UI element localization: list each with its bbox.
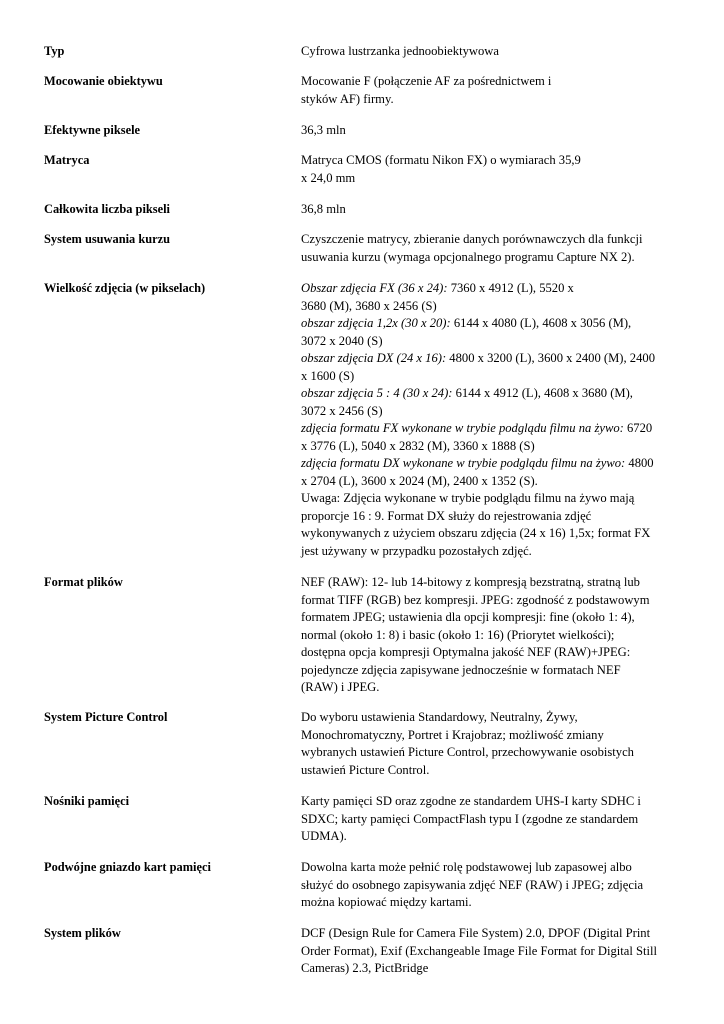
- spec-value-line: [301, 170, 681, 188]
- spec-value: [301, 574, 681, 697]
- spec-value-text: proporcje 16 : 9. Format DX służy do rejestrowania zdjęć: [301, 508, 592, 523]
- spec-value-text: pojedyncze zdjęcia zapisywane jednocześnie w formatach NEF: [301, 662, 621, 677]
- spec-value-text: SDXC; karty pamięci CompactFlash typu I (zgodne ze standardem: [301, 811, 639, 826]
- spec-value-line: [301, 333, 681, 351]
- spec-row: [44, 859, 681, 912]
- spec-value-line: [301, 438, 681, 456]
- spec-row: [44, 280, 681, 560]
- spec-label: System usuwania kurzu: [44, 232, 170, 246]
- spec-value: [301, 201, 681, 219]
- spec-value-text: wybranych ustawień Picture Control, przechowywanie osobistych: [301, 745, 634, 759]
- spec-value-line: [301, 122, 681, 140]
- spec-value-text: x 24,0 mm: [301, 170, 356, 185]
- spec-value-text: normal (około 1: 8) i basic (około 1: 16) (Priorytet wielkości);: [301, 627, 615, 642]
- spec-row: [44, 43, 681, 61]
- spec-value-line: [301, 91, 681, 109]
- spec-row: [44, 152, 681, 187]
- spec-value-line: [301, 793, 681, 811]
- spec-value-line: [301, 762, 681, 780]
- spec-value-text: Cyfrowa lustrzanka jednoobiektywowa: [301, 44, 499, 58]
- spec-value-text: Monochromatyczny, Portret i Krajobraz; możliwość zmiany: [301, 727, 604, 742]
- spec-value-line: [301, 280, 681, 298]
- spec-label: Nośniki pamięci: [44, 794, 130, 808]
- spec-label: System plików: [44, 926, 121, 940]
- spec-label: Matryca: [44, 153, 90, 167]
- spec-value: [301, 925, 681, 978]
- spec-value-line: [301, 298, 681, 316]
- spec-value-italic-text: obszar zdjęcia 5 : 4 (30 x 24):: [301, 386, 453, 400]
- spec-row: [44, 925, 681, 978]
- spec-row: [44, 793, 681, 846]
- spec-value: [301, 859, 681, 912]
- spec-value-line: [301, 152, 681, 170]
- spec-value-italic-text: zdjęcia formatu DX wykonane w trybie podglądu filmu na żywo:: [301, 456, 626, 470]
- spec-label: Typ: [44, 44, 65, 58]
- spec-value-text: 4800 x 3200 (L), 3600 x 2400 (M), 2400: [446, 351, 655, 365]
- spec-value-line: [301, 679, 681, 697]
- spec-value-italic-text: Obszar zdjęcia FX (36 x 24):: [301, 281, 448, 295]
- spec-value-line: [301, 627, 681, 645]
- spec-value-text: Uwaga: Zdjęcia wykonane w trybie podglądu filmu na żywo mają: [301, 491, 635, 505]
- spec-value-text: x 2704 (L), 3600 x 2024 (M), 2400 x 1352 (S).: [301, 473, 538, 488]
- spec-value-text: 6144 x 4912 (L), 4608 x 3680 (M),: [452, 386, 633, 400]
- spec-value-text: 6720: [623, 421, 653, 435]
- spec-label: Całkowita liczba pikseli: [44, 202, 170, 216]
- spec-value-line: [301, 709, 681, 727]
- spec-value-line: [301, 859, 681, 877]
- spec-value-text: Matryca CMOS (formatu Nikon FX) o wymiarach 35,9: [301, 153, 581, 167]
- spec-value-line: [301, 662, 681, 680]
- spec-value-line: [301, 350, 681, 368]
- spec-value-text: ustawień Picture Control.: [301, 762, 430, 777]
- spec-value-line: [301, 508, 681, 526]
- spec-value-text: DCF (Design Rule for Camera File System) 2.0, DPOF (Digital Print: [301, 926, 651, 940]
- spec-value-italic-text: zdjęcia formatu FX wykonane w trybie podglądu filmu na żywo:: [301, 421, 624, 435]
- spec-value-line: [301, 943, 681, 961]
- spec-value-text: NEF (RAW): 12- lub 14-bitowy z kompresją bezstratną, stratną lub: [301, 575, 640, 589]
- spec-value-text: wykonywanych z użyciem obszaru zdjęcia (24 x 16) 1,5x; format FX: [301, 526, 651, 540]
- spec-value-italic-text: obszar zdjęcia 1,2x (30 x 20):: [301, 316, 451, 330]
- spec-value-line: [301, 315, 681, 333]
- spec-value-line: [301, 960, 681, 978]
- spec-value-text: styków AF) firmy.: [301, 91, 394, 106]
- spec-value-line: [301, 925, 681, 943]
- spec-value-line: [301, 231, 681, 249]
- spec-row: [44, 122, 681, 140]
- spec-value-text: UDMA).: [301, 829, 347, 843]
- spec-row: [44, 201, 681, 219]
- spec-value: [301, 280, 681, 560]
- spec-value-text: Cameras) 2.3, PictBridge: [301, 961, 429, 975]
- spec-value-line: [301, 403, 681, 421]
- spec-value: [301, 793, 681, 846]
- spec-value-line: [301, 811, 681, 829]
- spec-value-text: 3072 x 2456 (S): [301, 403, 383, 418]
- spec-row: [44, 73, 681, 108]
- spec-value-text: format TIFF (RGB) bez kompresji. JPEG: zgodność z podstawowym: [301, 592, 650, 607]
- spec-value-text: jest używany w przypadku pozostałych zdjęć.: [301, 543, 532, 558]
- spec-value-text: 3680 (M), 3680 x 2456 (S): [301, 298, 437, 313]
- spec-value-text: Dowolna karta może pełnić rolę podstawowej lub zapasowej albo: [301, 860, 632, 874]
- spec-value-text: formatem JPEG; ustawienia dla opcji kompresji: fine (około 1: 4),: [301, 610, 635, 624]
- spec-value-text: służyć do osobnego zapisywania zdjęć NEF (RAW) i JPEG; zdjęcia: [301, 877, 644, 892]
- spec-value: [301, 122, 681, 140]
- spec-value-line: [301, 894, 681, 912]
- spec-label: Mocowanie obiektywu: [44, 74, 163, 88]
- spec-value-text: (RAW) i JPEG.: [301, 680, 380, 694]
- spec-value-line: [301, 368, 681, 386]
- spec-value: [301, 152, 681, 187]
- spec-value-line: [301, 644, 681, 662]
- spec-label: Podwójne gniazdo kart pamięci: [44, 860, 211, 874]
- spec-value-text: dostępna opcja kompresji Optymalna jakość NEF (RAW)+JPEG:: [301, 645, 631, 659]
- spec-value-line: [301, 455, 681, 473]
- spec-row: [44, 231, 681, 266]
- spec-value-text: 4800: [625, 456, 654, 470]
- spec-value: [301, 73, 681, 108]
- spec-value-text: Czyszczenie matrycy, zbieranie danych porównawczych dla funkcji: [301, 232, 643, 246]
- spec-value-line: [301, 43, 681, 61]
- spec-value-text: 36,8 mln: [301, 202, 346, 216]
- spec-value-line: [301, 490, 681, 508]
- spec-value-line: [301, 744, 681, 762]
- spec-value-text: usuwania kurzu (wymaga opcjonalnego programu Capture NX 2).: [301, 249, 635, 264]
- spec-value: [301, 231, 681, 266]
- spec-value: [301, 43, 681, 61]
- spec-value-text: Mocowanie F (połączenie AF za pośrednictwem i: [301, 74, 552, 88]
- spec-value-line: [301, 574, 681, 592]
- spec-label: System Picture Control: [44, 710, 168, 724]
- spec-value-line: [301, 828, 681, 846]
- spec-value-line: [301, 73, 681, 91]
- spec-value-text: można kopiować między kartami.: [301, 895, 472, 909]
- spec-label: Format plików: [44, 575, 123, 589]
- spec-value-line: [301, 727, 681, 745]
- spec-value-text: Do wyboru ustawienia Standardowy, Neutralny, Żywy,: [301, 710, 578, 724]
- spec-value-text: 7360 x 4912 (L), 5520 x: [447, 281, 574, 295]
- spec-value-line: [301, 543, 681, 561]
- spec-label: Wielkość zdjęcia (w pikselach): [44, 281, 206, 295]
- spec-value-line: [301, 420, 681, 438]
- spec-value-text: Karty pamięci SD oraz zgodne ze standardem UHS-I karty SDHC i: [301, 794, 641, 808]
- spec-value-text: 36,3 mln: [301, 123, 346, 137]
- spec-value-line: [301, 473, 681, 491]
- spec-row: [44, 709, 681, 779]
- spec-value-text: x 3776 (L), 5040 x 2832 (M), 3360 x 1888 (S): [301, 438, 535, 453]
- spec-value-line: [301, 249, 681, 267]
- spec-value-italic-text: obszar zdjęcia DX (24 x 16):: [301, 351, 447, 365]
- spec-value-line: [301, 609, 681, 627]
- spec-value-line: [301, 201, 681, 219]
- spec-value-text: 6144 x 4080 (L), 4608 x 3056 (M),: [450, 316, 632, 330]
- spec-value-line: [301, 525, 681, 543]
- spec-value-text: Order Format), Exif (Exchangeable Image File Format for Digital Still: [301, 943, 658, 958]
- spec-value-text: 3072 x 2040 (S): [301, 333, 383, 348]
- spec-value-text: x 1600 (S): [301, 368, 355, 383]
- spec-value-line: [301, 592, 681, 610]
- spec-row: [44, 574, 681, 697]
- spec-value: [301, 709, 681, 779]
- spec-label: Efektywne piksele: [44, 123, 141, 137]
- spec-value-line: [301, 385, 681, 403]
- spec-value-line: [301, 877, 681, 895]
